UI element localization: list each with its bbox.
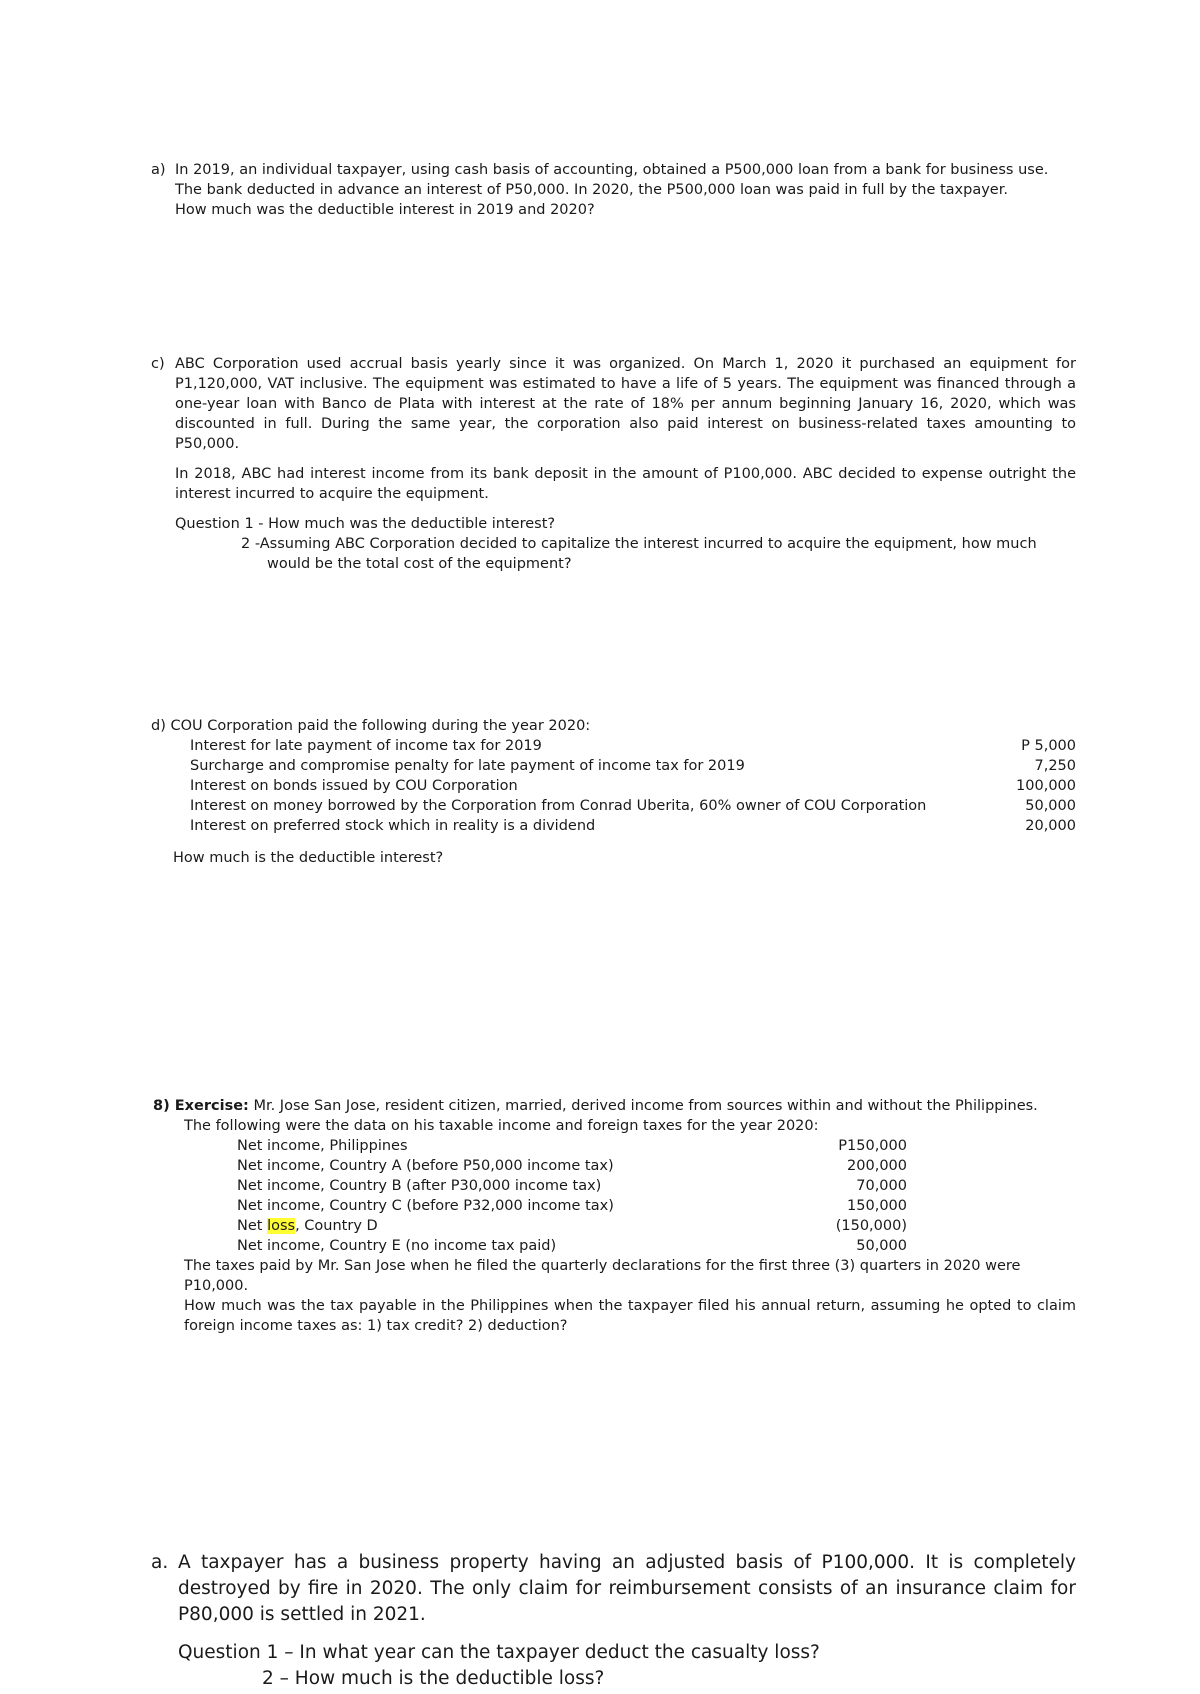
item-description: Net income, Country C (before P32,000 income tax) xyxy=(237,1198,614,1214)
problem-a-line: How much was the deductible interest in 2019 and 2020? xyxy=(175,202,595,218)
item-description: Interest on money borrowed by the Corporation from Conrad Uberita, 60% owner of COU Corporation xyxy=(190,798,927,814)
problem-c-question-2-cont: would be the total cost of the equipment? xyxy=(267,556,572,572)
problem-casualty-label: a. xyxy=(151,1552,169,1573)
exercise-8-closing-2: How much was the tax payable in the Philippines when the taxpayer filed his annual return, assuming he opted to claim foreign income taxes as: 1) tax credit? 2) deduction? xyxy=(184,1298,1076,1334)
list-item xyxy=(237,1136,907,1156)
item-amount: 200,000 xyxy=(847,1158,907,1174)
problem-casualty-question-1: Question 1 – In what year can the taxpayer deduct the casualty loss? xyxy=(178,1642,820,1663)
list-item xyxy=(190,816,1076,836)
problem-d-items xyxy=(151,736,1076,836)
list-item xyxy=(190,736,1076,756)
item-amount: 50,000 xyxy=(856,1238,907,1254)
list-item xyxy=(237,1156,907,1176)
problem-d-question: How much is the deductible interest? xyxy=(173,850,444,866)
item-description: Net income, Philippines xyxy=(237,1138,408,1154)
problem-c-question-1: Question 1 - How much was the deductible interest? xyxy=(175,516,556,532)
item-amount: 150,000 xyxy=(847,1198,907,1214)
exercise-8 xyxy=(153,1096,1076,1336)
problem-d xyxy=(151,716,1076,868)
problem-casualty-text: A taxpayer has a business property having an adjusted basis of P100,000. It is completely destroyed by fire in 2020. The only claim for reimbursement consists of an insurance claim for P80,000 is settled in 2021. xyxy=(178,1552,1076,1625)
item-description-post: , Country D xyxy=(295,1218,378,1234)
item-amount: P150,000 xyxy=(838,1138,907,1154)
problem-c xyxy=(151,354,1076,574)
item-amount: 100,000 xyxy=(1016,778,1076,794)
list-item xyxy=(237,1176,907,1196)
exercise-8-label: 8) Exercise: xyxy=(153,1098,249,1114)
problem-d-label: d) xyxy=(151,718,166,734)
item-description: Interest on bonds issued by COU Corporation xyxy=(190,778,518,794)
item-description: Net income, Country A (before P50,000 income tax) xyxy=(237,1158,614,1174)
highlighted-word: loss xyxy=(267,1218,296,1234)
list-item xyxy=(190,776,1076,796)
list-item xyxy=(237,1196,907,1216)
problem-d-intro-text: COU Corporation paid the following during the year 2020: xyxy=(170,718,591,734)
problem-casualty-question-2: 2 – How much is the deductible loss? xyxy=(262,1668,605,1689)
list-item xyxy=(237,1236,907,1256)
exercise-8-items xyxy=(153,1136,907,1256)
item-amount: 20,000 xyxy=(1025,818,1076,834)
item-amount: 50,000 xyxy=(1025,798,1076,814)
item-description: Net income, Country B (after P30,000 income tax) xyxy=(237,1178,602,1194)
problem-d-intro xyxy=(151,716,1076,736)
item-description: Interest for late payment of income tax for 2019 xyxy=(190,738,542,754)
problem-c-question-2: 2 -Assuming ABC Corporation decided to capitalize the interest incurred to acquire the equipment, how much xyxy=(241,536,1037,552)
problem-c-label: c) xyxy=(151,356,165,372)
problem-casualty-loss xyxy=(151,1550,1076,1692)
item-amount: 70,000 xyxy=(856,1178,907,1194)
problem-a-line: In 2019, an individual taxpayer, using cash basis of accounting, obtained a P500,000 loan from a bank for business use. xyxy=(175,162,1049,178)
item-amount: 7,250 xyxy=(1034,758,1076,774)
item-description xyxy=(237,1216,378,1236)
problem-a xyxy=(151,160,1076,220)
problem-c-paragraph-1: ABC Corporation used accrual basis yearly since it was organized. On March 1, 2020 it purchased an equipment for P1,120,000, VAT inclusive. The equipment was estimated to have a life of 5 years. The equipment was financed through a one-year loan with Banco de Plata with interest at the rate of 18% per annum beginning January 16, 2020, which was discounted in full. During the same year, the corporation also paid interest on business-related taxes amounting to P50,000. xyxy=(175,356,1076,452)
item-description: Interest on preferred stock which in reality is a dividend xyxy=(190,818,596,834)
item-description-pre: Net xyxy=(237,1218,268,1234)
exercise-8-intro xyxy=(153,1096,1076,1116)
item-amount: (150,000) xyxy=(835,1218,907,1234)
problem-a-line: The bank deducted in advance an interest of P50,000. In 2020, the P500,000 loan was paid in full by the taxpayer. xyxy=(175,182,1008,198)
exercise-8-intro-2: The following were the data on his taxable income and foreign taxes for the year 2020: xyxy=(184,1118,819,1134)
exercise-8-closing-1: The taxes paid by Mr. San Jose when he filed the quarterly declarations for the first three (3) quarters in 2020 were P10,000. xyxy=(184,1258,1021,1294)
exercise-8-intro-text: Mr. Jose San Jose, resident citizen, married, derived income from sources within and without the Philippines. xyxy=(248,1098,1038,1114)
item-description: Surcharge and compromise penalty for late payment of income tax for 2019 xyxy=(190,758,745,774)
list-item xyxy=(190,796,1076,816)
problem-c-paragraph-2: In 2018, ABC had interest income from its bank deposit in the amount of P100,000. ABC decided to expense outright the interest incurred to acquire the equipment. xyxy=(175,466,1076,502)
list-item xyxy=(190,756,1076,776)
item-amount: P 5,000 xyxy=(1021,738,1076,754)
item-description: Net income, Country E (no income tax paid) xyxy=(237,1238,557,1254)
problem-a-label: a) xyxy=(151,162,166,178)
list-item xyxy=(237,1216,907,1236)
